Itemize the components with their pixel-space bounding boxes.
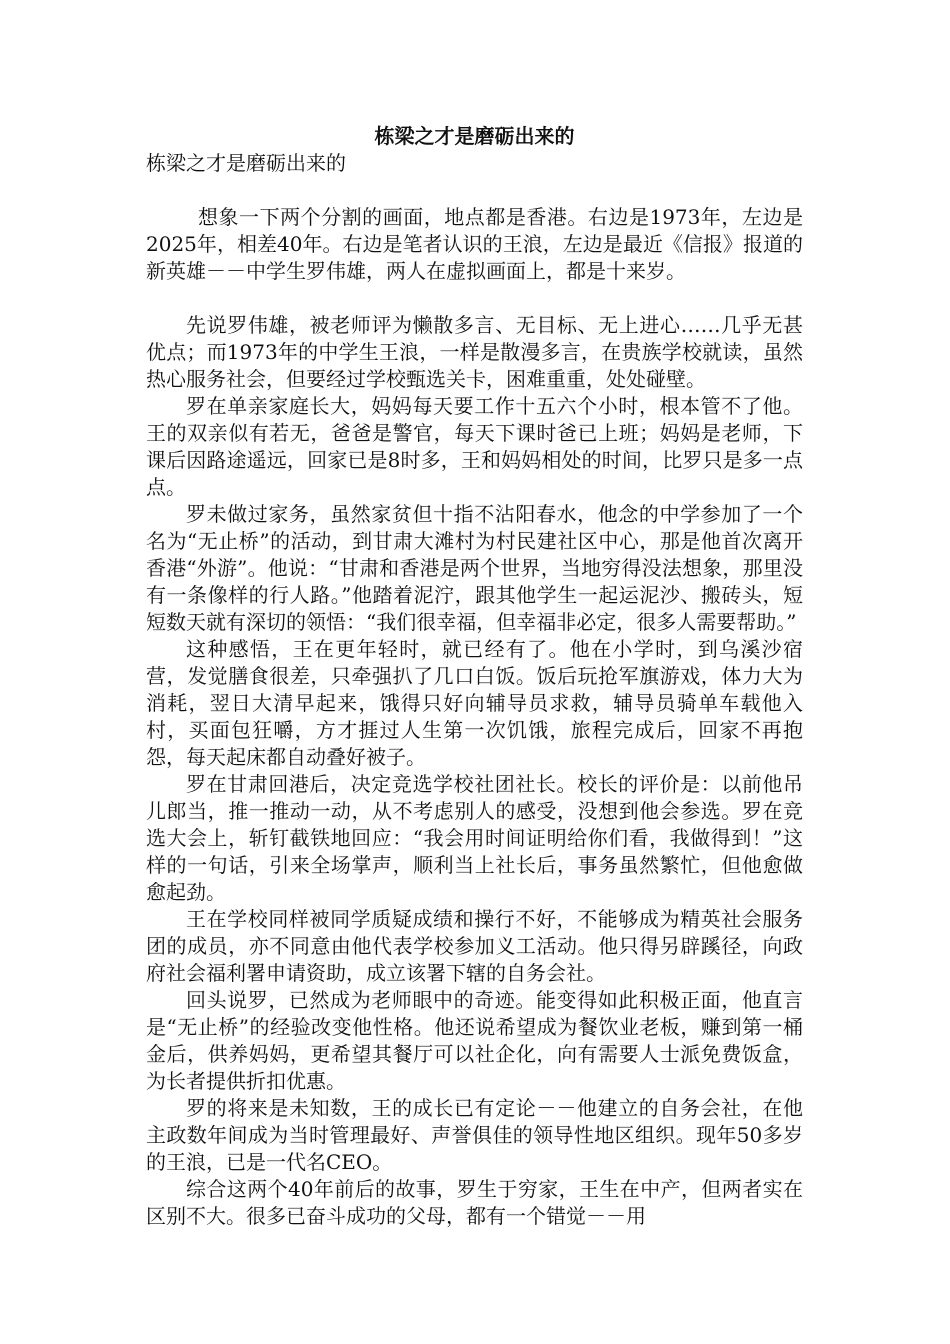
paragraph: 想象一下两个分割的画面，地点都是香港。右边是1973年，左边是2025年，相差40年。右边是笔者认识的王浪，左边是最近《信报》报道的新英雄－－中学生罗伟雄，两人在虚拟画面上，都是十来岁。: [146, 205, 803, 283]
paragraph: 回头说罗，已然成为老师眼中的奇迹。能变得如此积极正面，他直言是“无止桥”的经验改变他性格。他还说希望成为餐饮业老板，赚到第一桶金后，供养妈妈，更希望其餐厅可以社企化，向有需要人士派免费饭盒，为长者提供折扣优惠。: [146, 988, 803, 1093]
spacer: [146, 285, 803, 312]
paragraph: 罗未做过家务，虽然家贫但十指不沾阳春水，他念的中学参加了一个名为“无止桥”的活动，到甘肃大滩村为村民建社区中心，那是他首次离开香港“外游”。他说：“甘肃和香港是两个世界，当地穷得没法想象，那里没有一条像样的行人路。”他踏着泥泞，跟其他学生一起运泥沙、搬砖头，短短数天就有深切的领悟：“我们很幸福，但幸福非必定，很多人需要帮助。”: [146, 502, 803, 634]
document-subtitle: 栋梁之才是磨砺出来的: [146, 151, 346, 175]
document-title: 栋梁之才是磨砺出来的: [374, 124, 575, 148]
paragraph: 罗在甘肃回港后，决定竞选学校社团社长。校长的评价是：以前他吊儿郎当，推一推动一动，从不考虑别人的感受，没想到他会参选。罗在竞选大会上，斩钉截铁地回应：“我会用时间证明给你们看，我做得到！”这样的一句话，引来全场掌声，顺利当上社长后，事务虽然繁忙，但他愈做愈起劲。: [146, 772, 803, 904]
paragraph: 先说罗伟雄，被老师评为懒散多言、无目标、无上进心……几乎无甚优点；而1973年的中学生王浪，一样是散漫多言，在贵族学校就读，虽然热心服务社会，但要经过学校甄选关卡，困难重重，处处碰壁。: [146, 313, 803, 391]
paragraph: 综合这两个40年前后的故事，罗生于穷家，王生在中产，但两者实在区别不大。很多已奋斗成功的父母，都有一个错觉－－用: [146, 1177, 803, 1228]
paragraph: 这种感悟，王在更年轻时，就已经有了。他在小学时，到乌溪沙宿营，发觉膳食很差，只牵强扒了几口白饭。饭后玩抢军旗游戏，体力大为消耗，翌日大清早起来，饿得只好向辅导员求救，辅导员骑单车载他入村，买面包狂嚼，方才捱过人生第一次饥饿，旅程完成后，回家不再抱怨，每天起床都自动叠好被子。: [146, 637, 803, 769]
paragraph: 王在学校同样被同学质疑成绩和操行不好，不能够成为精英社会服务团的成员，亦不同意由他代表学校参加义工活动。他只得另辟蹊径，向政府社会福利署申请资助，成立该署下辖的自务会社。: [146, 907, 803, 985]
document-page: [146, 122, 803, 1230]
spacer: [146, 177, 803, 204]
paragraph: 罗在单亲家庭长大，妈妈每天要工作十五六个小时，根本管不了他。王的双亲似有若无，爸爸是警官，每天下课时爸已上班；妈妈是老师，下课后因路途遥远，回家已是8时多，王和妈妈相处的时间，比罗只是多一点点。: [146, 394, 803, 499]
paragraph: 罗的将来是未知数，王的成长已有定论－－他建立的自务会社，在他主政数年间成为当时管理最好、声誉俱佳的领导性地区组织。现年50多岁的王浪，已是一代名CEO。: [146, 1096, 803, 1174]
